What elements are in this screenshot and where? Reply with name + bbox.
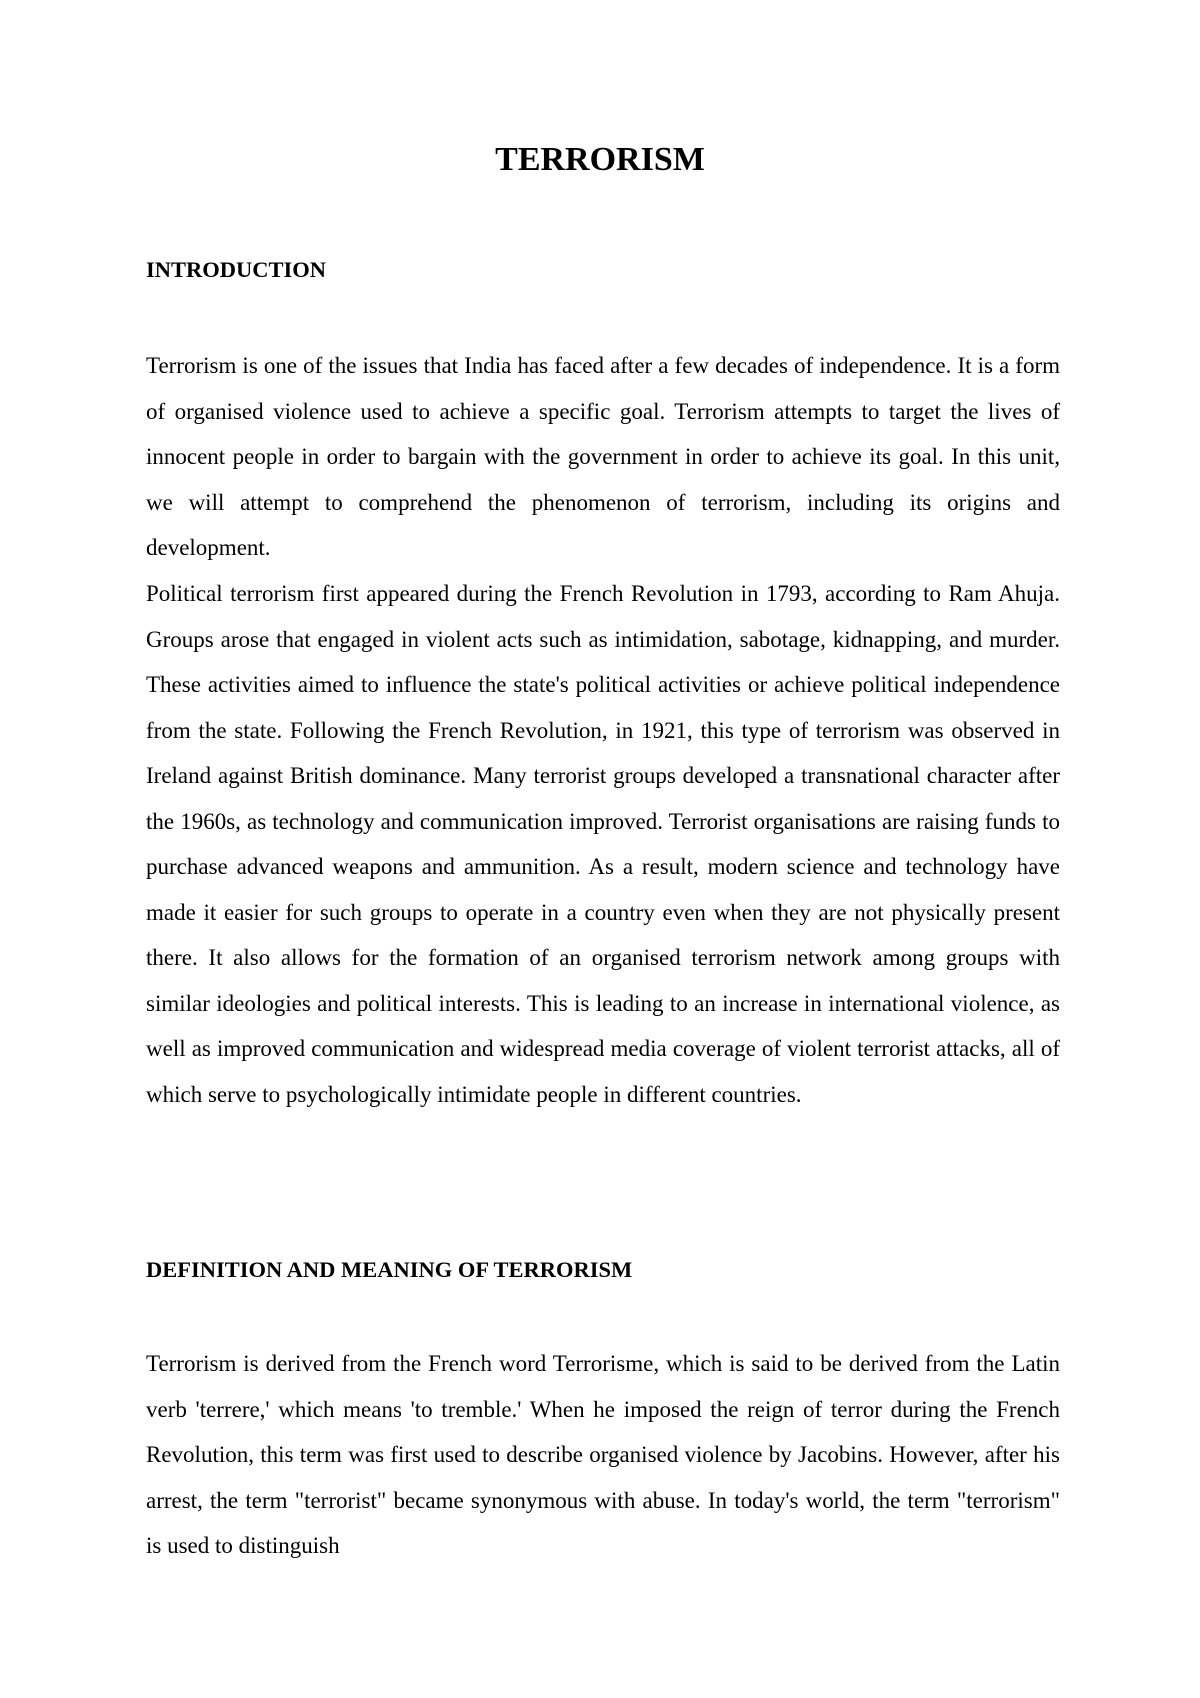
- introduction-paragraph-1: Terrorism is one of the issues that India has faced after a few decades of independence. It is a form of organised violence used to achieve a specific goal. Terrorism attempts to target the lives of innocent people in order to bargain with the government in order to achieve its goal. In this unit, we will attempt to comprehend the phenomenon of terrorism, including its origins and development.: [146, 353, 1060, 560]
- definition-paragraph-1: Terrorism is derived from the French word Terrorisme, which is said to be derived from the Latin verb 'terrere,' which means 'to tremble.' When he imposed the reign of terror during the French Revolution, this term was first used to describe organised violence by Jacobins. However, after his arrest, the term "terrorist" became synonymous with abuse. In today's world, the term "terrorism" is used to distinguish: [146, 1351, 1060, 1558]
- introduction-paragraph-2: Political terrorism first appeared during the French Revolution in 1793, according to Ram Ahuja. Groups arose that engaged in violent acts such as intimidation, sabotage, kidnapping, and murder. These activities aimed to influence the state's political activities or achieve political independence from the state. Following the French Revolution, in 1921, this type of terrorism was observed in Ireland against British dominance. Many terrorist groups developed a transnational character after the 1960s, as technology and communication improved. Terrorist organisations are raising funds to purchase advanced weapons and ammunition. As a result, modern science and technology have made it easier for such groups to operate in a country even when they are not physically present there. It also allows for the formation of an organised terrorism network among groups with similar ideologies and political interests. This is leading to an increase in international violence, as well as improved communication and widespread media coverage of violent terrorist attacks, all of which serve to psychologically intimidate people in different countries.: [146, 581, 1060, 1107]
- section-heading-introduction: INTRODUCTION: [146, 257, 327, 282]
- section-heading-definition: DEFINITION AND MEANING OF TERRORISM: [146, 1257, 633, 1282]
- document-title: TERRORISM: [495, 141, 705, 178]
